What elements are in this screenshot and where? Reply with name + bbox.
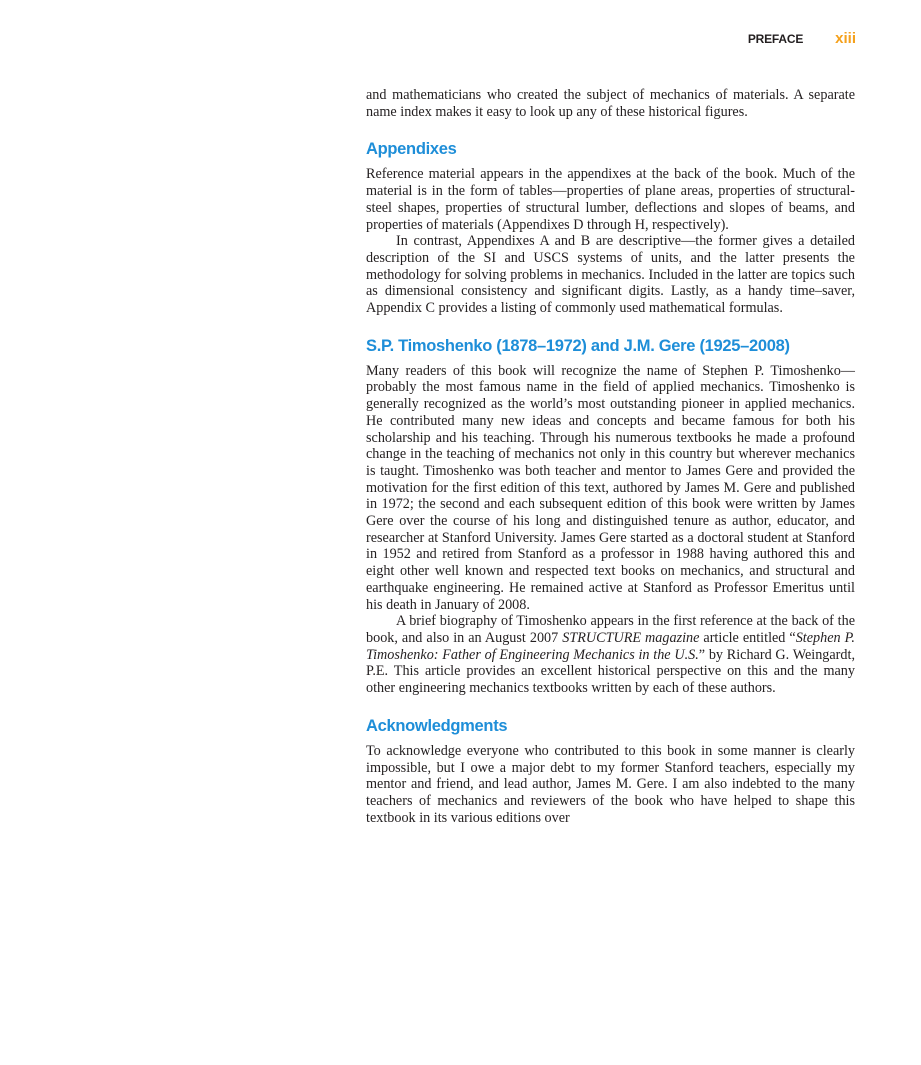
section-heading-timoshenko-gere: S.P. Timoshenko (1878–1972) and J.M. Gere (1925–2008) (366, 336, 790, 355)
para2-text-e: ” by Richard G. Weingardt, P.E. This article provides an excellent historical perspective on this and the many other engineering mechanics textbooks written by each of these authors. (366, 646, 855, 697)
para2-text-a: A brief biography of Timoshenko appears in the first reference at the back of the book, and also in an August 2007 (366, 613, 855, 646)
article-title: Stephen P. Timoshenko: Father of Engineering Mechanics in the U.S. (366, 629, 855, 663)
page-body (366, 87, 855, 826)
section-timoshenko-gere (366, 336, 855, 697)
timoshenko-paragraph-1: Many readers of this book will recognize the name of Stephen P. Timoshenko—probably the most famous name in the field of applied mechanics. Timoshenko is generally recognized as the world’s most outstanding pioneer in applied mechanics. He contributed many new ideas and concepts and became famous for both his scholarship and his teaching. Through his numerous textbooks he made a profound change in the teaching of mechanics not only in this country but wherever mechanics is taught. Timoshenko was both teacher and mentor to James Gere and provided the motivation for the first edition of this text, authored by James M. Gere and published in 1972; the second and each subsequent edition of this book were written by James Gere over the course of his long and distinguished tenure as author, educator, and researcher at Stanford University. James Gere started as a doctoral student at Stanford in 1952 and retired from Stanford as a professor in 1988 having authored this and eight other well known and respected text books on mechanics, and structural and earthquake engineering. He remained active at Stanford as Professor Emeritus until his death in January of 2008. (366, 362, 855, 613)
running-head-label: PREFACE (747, 32, 804, 46)
section-heading-appendixes: Appendixes (366, 140, 457, 159)
acknowledgments-paragraph-1: To acknowledge everyone who contributed to this book in some manner is clearly impossible, but I owe a major debt to my former Stanford teachers, especially my mentor and friend, and lead author, James M. Gere. I am also indebted to the many teachers of mechanics and reviewers of the book who have helped to shape this textbook in its various editions over (366, 742, 855, 826)
appendixes-paragraph-2: In contrast, Appendixes A and B are descriptive—the former gives a detailed description of the SI and USCS systems of units, and the latter presents the methodology for solving problems in mechanics. Included in the latter are topics such as dimensional consistency and significant digits. Lastly, as a handy time–saver, Appendix C provides a listing of commonly used mathematical formulas. (366, 233, 855, 317)
intro-paragraph: and mathematicians who created the subject of mechanics of materials. A separate name index makes it easy to look up any of these historical figures. (366, 87, 855, 120)
section-appendixes (366, 139, 855, 316)
timoshenko-paragraph-2 (366, 613, 855, 697)
running-head (0, 30, 856, 48)
appendixes-paragraph-1: Reference material appears in the appendixes at the back of the book. Much of the material is in the form of tables—properties of plane areas, properties of structural-steel shapes, properties of structural lumber, deflections and slopes of beams, and properties of materials (Appendixes D through H, respectively). (366, 166, 855, 233)
section-heading-acknowledgments: Acknowledgments (366, 716, 508, 735)
page-number: xiii (835, 30, 856, 47)
para2-text-c: article entitled “ (699, 629, 796, 646)
magazine-title: STRUCTURE magazine (562, 629, 700, 646)
section-acknowledgments (366, 716, 855, 827)
